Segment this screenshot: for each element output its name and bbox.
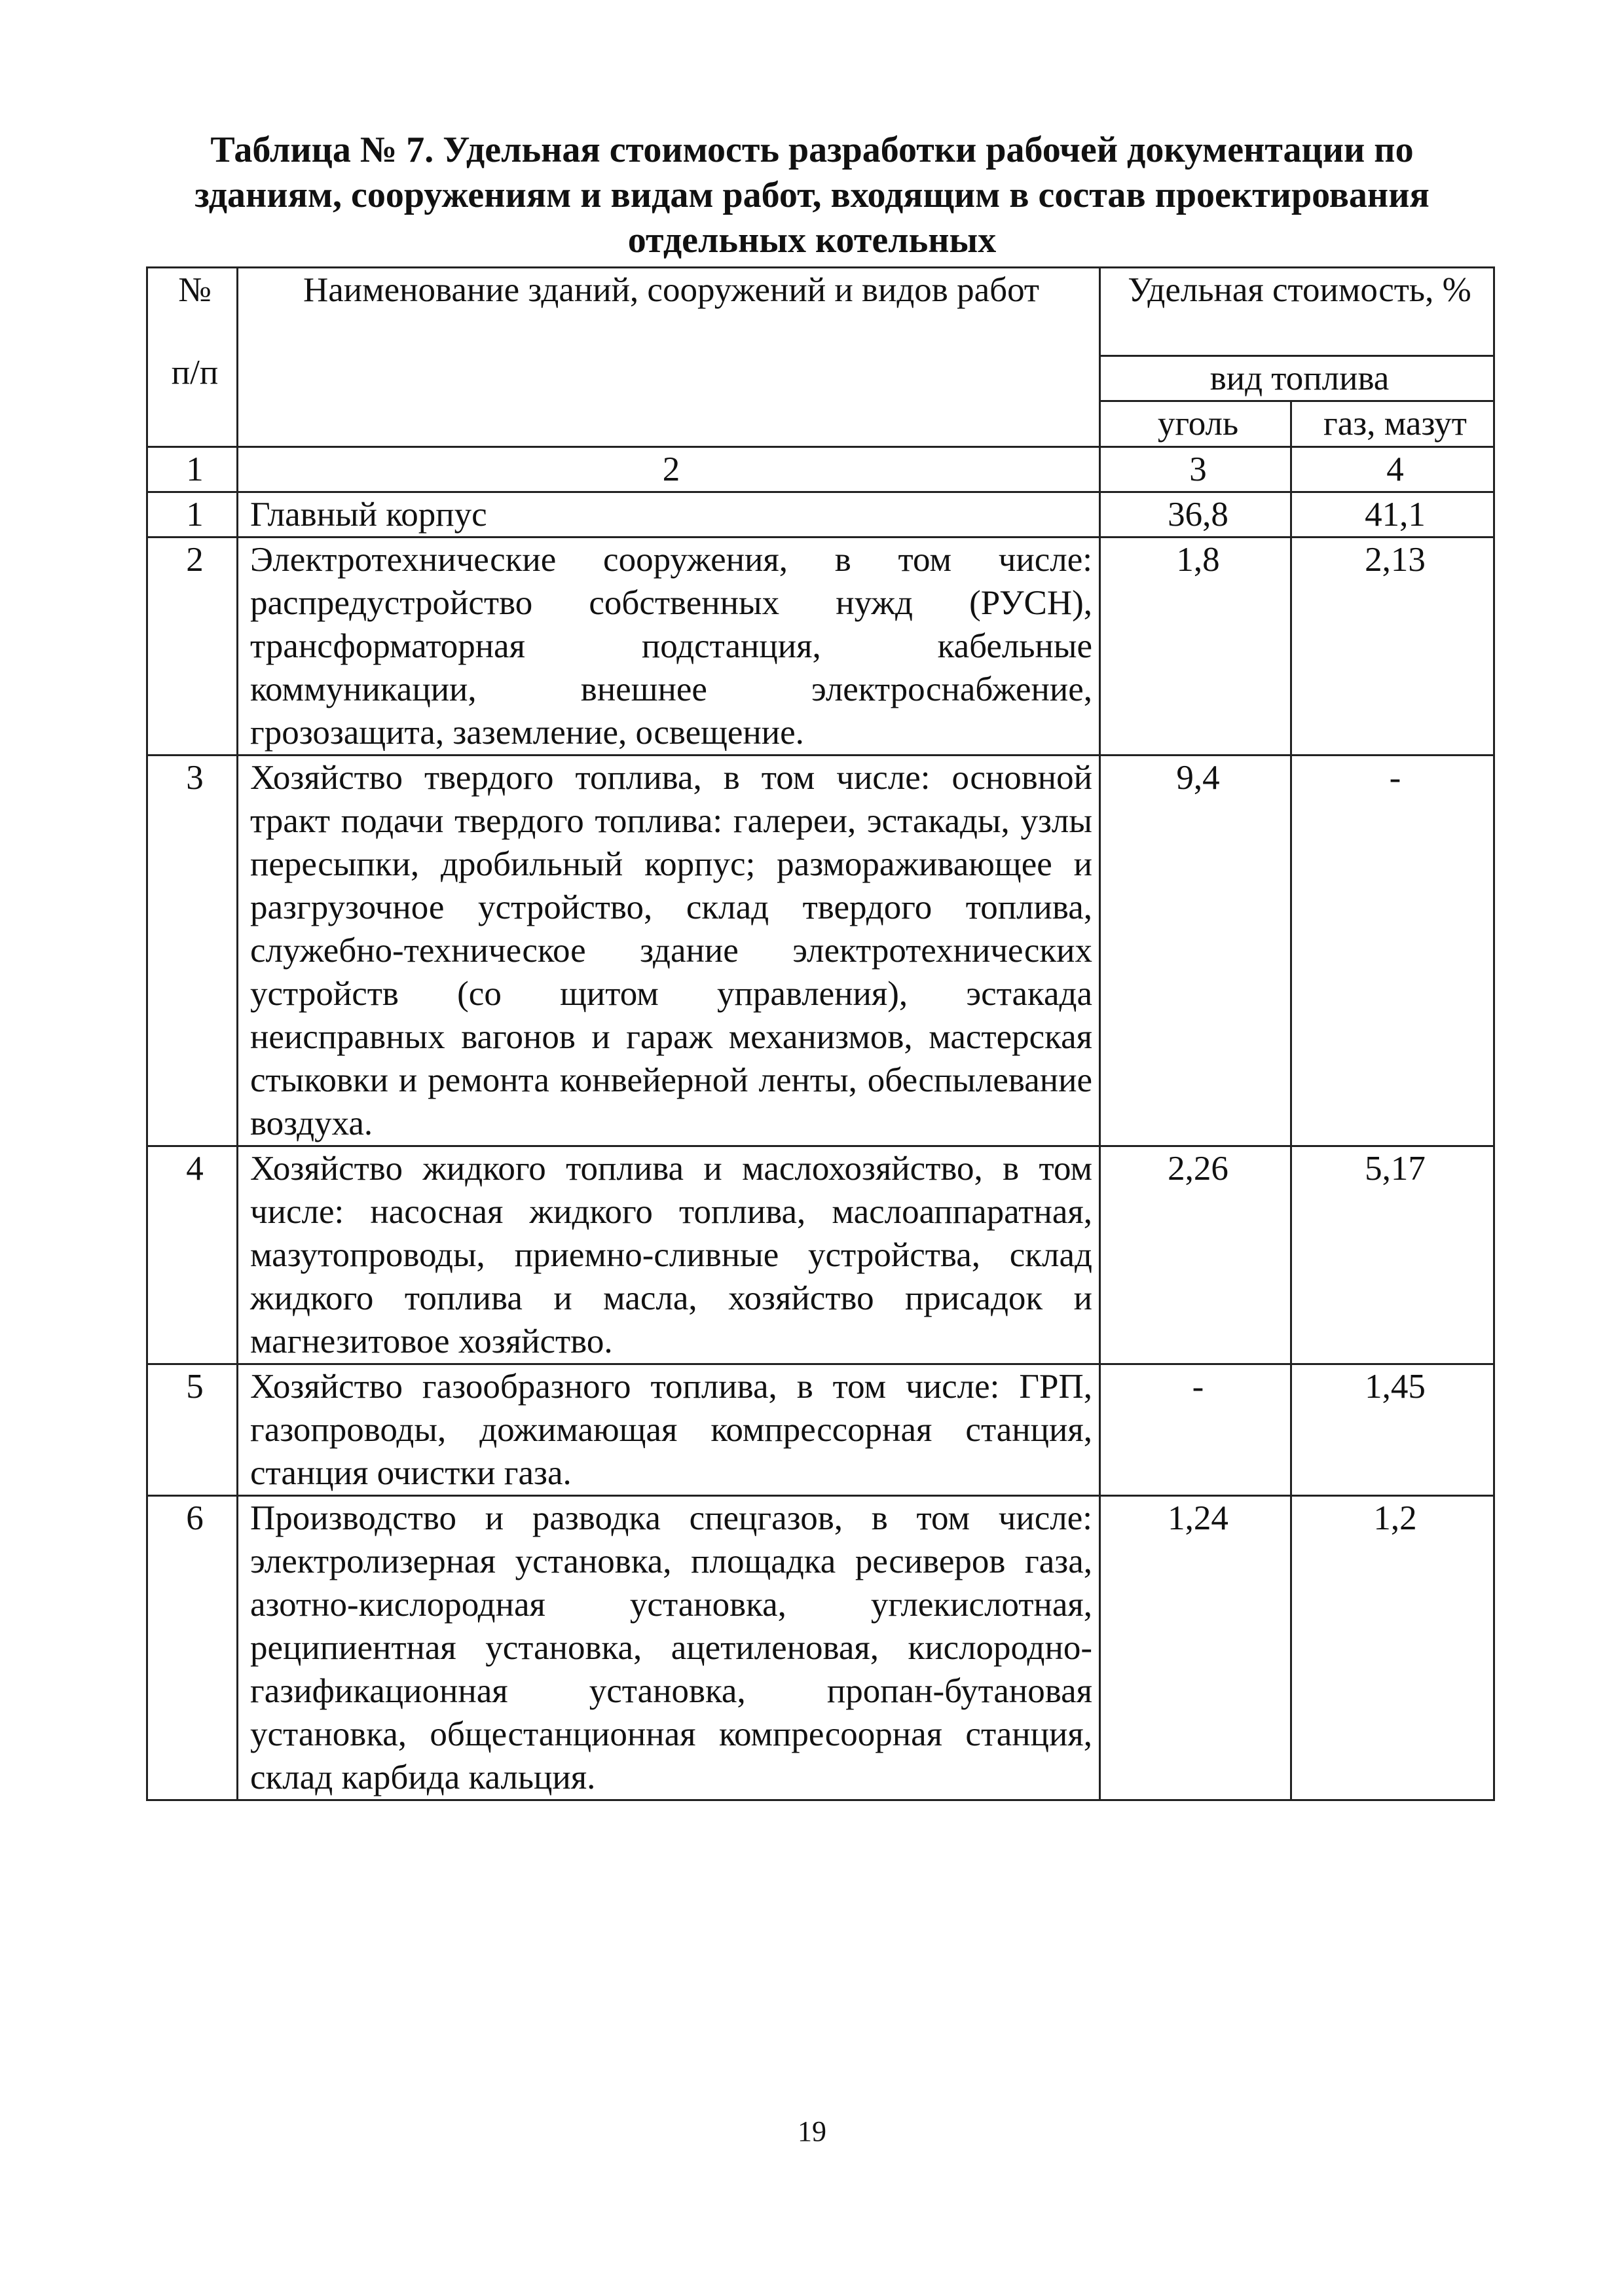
column-number-row	[147, 447, 1494, 492]
cost-table	[146, 266, 1495, 1801]
table-row	[147, 1364, 1494, 1496]
header-fuel-type: вид топлива	[1100, 356, 1494, 401]
header-number-sign: №	[178, 271, 212, 309]
column-number: 2	[238, 447, 1100, 492]
page-number: 19	[798, 2115, 826, 2147]
title-line-3: отдельных котельных	[627, 220, 997, 261]
header-name: Наименование зданий, сооружений и видов работ	[238, 268, 1100, 447]
row-gas-oil-value: 1,2	[1291, 1496, 1494, 1800]
title-line-1: Таблица № 7. Удельная стоимость разработки рабочей документации по	[210, 130, 1414, 170]
row-gas-oil-value: 2,13	[1291, 538, 1494, 756]
column-number: 3	[1100, 447, 1291, 492]
row-name: Производство и разводка спецгазов, в том числе: электролизерная установка, площадка ресиверов газа, азотно-кислородная установка, углекислотная, реципиентная установка, ацетиленовая, кислородно-газификационная установка, пропан-бутановая установка, общестанционная компресоорная станция, склад карбида кальция.	[238, 1496, 1100, 1800]
row-gas-oil-value: 41,1	[1291, 492, 1494, 538]
title-line-2: зданиям, сооружениям и видам работ, входящим в состав проектирования	[194, 175, 1430, 215]
row-number: 2	[147, 538, 238, 756]
row-name: Хозяйство жидкого топлива и маслохозяйство, в том числе: насосная жидкого топлива, маслоаппаратная, мазутопроводы, приемно-сливные устройства, склад жидкого топлива и масла, хозяйство присадок и магнезитовое хозяйство.	[238, 1146, 1100, 1364]
header-number-cell	[147, 268, 238, 447]
header-number-pp: п/п	[171, 354, 219, 392]
table-row	[147, 756, 1494, 1146]
row-number: 6	[147, 1496, 238, 1800]
header-cost: Удельная стоимость, %	[1100, 268, 1494, 356]
table-row	[147, 538, 1494, 756]
row-number: 3	[147, 756, 238, 1146]
column-number: 1	[147, 447, 238, 492]
row-number: 4	[147, 1146, 238, 1364]
row-number: 5	[147, 1364, 238, 1496]
row-gas-oil-value: 5,17	[1291, 1146, 1494, 1364]
row-coal-value: 1,8	[1100, 538, 1291, 756]
row-number: 1	[147, 492, 238, 538]
row-name: Электротехнические сооружения, в том числе: распредустройство собственных нужд (РУСН), трансформаторная подстанция, кабельные коммуникации, внешнее электроснабжение, грозозащита, заземление, освещение.	[238, 538, 1100, 756]
row-gas-oil-value: -	[1291, 756, 1494, 1146]
row-coal-value: 2,26	[1100, 1146, 1291, 1364]
row-coal-value: 9,4	[1100, 756, 1291, 1146]
column-number: 4	[1291, 447, 1494, 492]
header-gas-oil: газ, мазут	[1291, 401, 1494, 447]
table-row	[147, 1146, 1494, 1364]
row-name: Хозяйство твердого топлива, в том числе: основной тракт подачи твердого топлива: галереи, эстакады, узлы пересыпки, дробильный корпус; размораживающее и разгрузочное устройство, склад твердого топлива, служебно-техническое здание электротехнических устройств (со щитом управления), эстакада неисправных вагонов и гараж механизмов, мастерская стыковки и ремонта конвейерной ленты, обеспылевание воздуха.	[238, 756, 1100, 1146]
header-coal: уголь	[1100, 401, 1291, 447]
table-row	[147, 492, 1494, 538]
row-name: Хозяйство газообразного топлива, в том числе: ГРП, газопроводы, дожимающая компрессорная станция, станция очистки газа.	[238, 1364, 1100, 1496]
row-coal-value: -	[1100, 1364, 1291, 1496]
row-gas-oil-value: 1,45	[1291, 1364, 1494, 1496]
table-title	[170, 128, 1454, 263]
row-coal-value: 1,24	[1100, 1496, 1291, 1800]
table-row	[147, 1496, 1494, 1800]
row-name: Главный корпус	[238, 492, 1100, 538]
row-coal-value: 36,8	[1100, 492, 1291, 538]
